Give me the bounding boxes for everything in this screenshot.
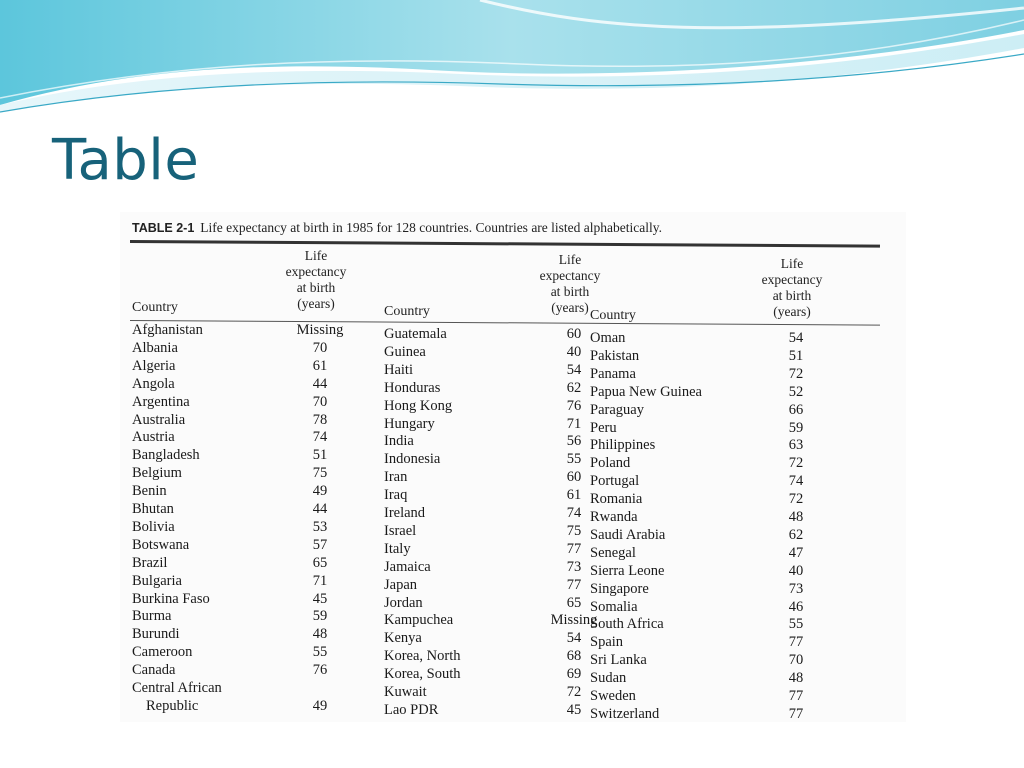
country-name: Senegal — [590, 544, 636, 561]
life-expectancy-value: 47 — [788, 544, 804, 561]
country-name: Hungary — [384, 415, 435, 432]
life-expectancy-value: 44 — [312, 501, 328, 517]
country-name: Iraq — [384, 487, 408, 504]
country-name: Canada — [132, 662, 176, 679]
country-name: Israel — [384, 522, 417, 539]
life-expectancy-value: 44 — [312, 375, 328, 392]
column-header-country: Country — [384, 304, 430, 319]
life-expectancy-value: 69 — [566, 666, 582, 683]
life-expectancy-value: 77 — [788, 688, 804, 704]
column-header-life-expectancy: Life expectancy at birth (years) — [761, 256, 823, 319]
table-top-rule — [130, 240, 880, 248]
life-expectancy-value: 70 — [788, 652, 804, 669]
life-expectancy-value: 72 — [788, 455, 804, 472]
country-name: Bolivia — [132, 518, 175, 535]
table-header-rule — [130, 320, 880, 326]
life-expectancy-value: 49 — [312, 483, 328, 500]
life-expectancy-value: 62 — [566, 379, 582, 396]
column-header-life-expectancy: Life expectancy at birth (years) — [285, 248, 347, 311]
life-expectancy-value: 71 — [312, 572, 328, 589]
life-expectancy-value: 45 — [312, 590, 328, 607]
country-name: Jamaica — [384, 558, 431, 575]
life-expectancy-value: 40 — [788, 562, 804, 579]
life-expectancy-value: 66 — [788, 401, 804, 418]
life-expectancy-value: 55 — [788, 616, 804, 633]
country-name: South Africa — [590, 616, 664, 633]
country-name: Peru — [590, 419, 617, 436]
country-name: India — [384, 433, 414, 450]
country-name: Guatemala — [384, 326, 447, 342]
country-name: Angola — [132, 375, 175, 392]
country-name: Austria — [132, 429, 175, 446]
life-expectancy-value: 55 — [312, 644, 328, 661]
country-name: Switzerland — [590, 705, 660, 722]
country-name: Romania — [590, 491, 643, 508]
country-name: Benin — [132, 483, 167, 500]
table-caption-text: Life expectancy at birth in 1985 for 128 countries. Countries are listed alphabetically. — [200, 220, 663, 235]
country-name: Kuwait — [384, 684, 427, 700]
life-expectancy-value: 48 — [312, 626, 328, 643]
life-expectancy-value: 77 — [566, 540, 582, 557]
country-name: Algeria — [132, 357, 176, 374]
country-name: Guinea — [384, 343, 426, 360]
country-name: Bangladesh — [132, 447, 200, 464]
country-name: Portugal — [590, 473, 640, 490]
life-expectancy-value: 53 — [312, 518, 328, 535]
country-name: Argentina — [132, 393, 190, 410]
country-name: Japan — [384, 576, 418, 593]
country-name: Republic — [146, 697, 199, 714]
life-expectancy-value: 40 — [566, 343, 582, 360]
country-name: Singapore — [590, 580, 649, 597]
country-name: Paraguay — [590, 401, 644, 418]
life-expectancy-value: 55 — [566, 451, 582, 468]
country-name: Hong Kong — [384, 397, 453, 414]
life-expectancy-value: 48 — [788, 670, 804, 687]
country-name: Saudi Arabia — [590, 526, 666, 543]
life-expectancy-value: 60 — [566, 469, 582, 486]
life-expectancy-value: 74 — [788, 473, 804, 490]
header-wave-decoration — [0, 0, 1024, 120]
country-name: Somalia — [590, 598, 638, 615]
life-expectancy-value: 78 — [312, 411, 328, 428]
country-name: Lao PDR — [384, 701, 439, 718]
country-name: Brazil — [132, 554, 168, 571]
life-expectancy-value: 77 — [788, 634, 804, 651]
life-expectancy-value: 56 — [566, 433, 582, 450]
life-expectancy-value: 76 — [566, 397, 582, 414]
life-expectancy-value: 68 — [566, 648, 582, 665]
country-name: Oman — [590, 330, 626, 346]
country-name: Bhutan — [132, 501, 174, 517]
country-name: Burundi — [132, 626, 180, 643]
country-name: Cameroon — [132, 644, 193, 661]
country-name: Sweden — [590, 688, 636, 704]
country-name: Burkina Faso — [132, 590, 210, 607]
country-name: Albania — [132, 339, 178, 356]
country-name: Korea, South — [384, 666, 461, 683]
country-name: Botswana — [132, 536, 190, 553]
life-expectancy-value: 65 — [566, 594, 582, 611]
life-expectancy-value: 59 — [312, 608, 328, 625]
country-name: Central African — [132, 680, 222, 696]
life-expectancy-value: Missing — [296, 322, 344, 338]
country-name: Papua New Guinea — [590, 383, 702, 400]
life-expectancy-value: 52 — [788, 383, 804, 400]
life-expectancy-value: Missing — [550, 612, 598, 629]
slide-title: Table — [52, 128, 200, 193]
country-name: Kenya — [384, 630, 422, 647]
country-name: Rwanda — [590, 509, 638, 525]
life-expectancy-value: 72 — [788, 491, 804, 508]
column-header-country: Country — [590, 308, 636, 323]
table-caption — [132, 220, 662, 236]
life-expectancy-value: 71 — [566, 415, 582, 432]
table-caption-label: TABLE 2-1 — [132, 221, 195, 235]
country-name: Honduras — [384, 379, 441, 396]
life-expectancy-value: 77 — [788, 705, 804, 722]
life-expectancy-value: 75 — [312, 465, 328, 482]
country-name: Australia — [132, 411, 186, 428]
life-expectancy-value: 74 — [312, 429, 328, 446]
country-name: Sri Lanka — [590, 652, 647, 669]
life-expectancy-value: 74 — [566, 505, 582, 521]
country-name: Pakistan — [590, 347, 640, 364]
country-name: Philippines — [590, 437, 656, 454]
life-expectancy-value: 65 — [312, 554, 328, 571]
country-name: Sierra Leone — [590, 562, 665, 579]
column-header-country: Country — [132, 300, 178, 315]
life-expectancy-value: 72 — [566, 684, 582, 700]
life-expectancy-value: 75 — [566, 522, 582, 539]
life-expectancy-value: 54 — [566, 361, 582, 378]
life-expectancy-value: 73 — [566, 558, 582, 575]
country-name: Iran — [384, 469, 408, 486]
life-expectancy-value: 51 — [788, 347, 804, 364]
country-name: Haiti — [384, 361, 413, 378]
life-expectancy-value: 77 — [566, 576, 582, 593]
life-expectancy-value: 61 — [566, 487, 582, 504]
life-expectancy-value: 70 — [312, 393, 328, 410]
life-expectancy-value: 49 — [312, 697, 328, 714]
life-expectancy-value: 46 — [788, 598, 804, 615]
life-expectancy-value: 61 — [312, 357, 328, 374]
life-expectancy-value: 76 — [312, 662, 328, 679]
country-name: Ireland — [384, 505, 426, 521]
country-name: Burma — [132, 608, 172, 625]
life-expectancy-value: 72 — [788, 365, 804, 382]
country-name: Bulgaria — [132, 572, 182, 589]
country-name: Indonesia — [384, 451, 441, 468]
column-header-life-expectancy: Life expectancy at birth (years) — [539, 252, 601, 315]
country-name: Italy — [384, 540, 411, 557]
life-expectancy-value: 60 — [566, 326, 582, 342]
life-expectancy-value: 54 — [788, 330, 804, 346]
country-name: Kampuchea — [384, 612, 454, 629]
country-name: Korea, North — [384, 648, 461, 665]
country-name: Panama — [590, 365, 636, 382]
life-expectancy-value: 45 — [566, 701, 582, 718]
country-name: Poland — [590, 455, 631, 472]
country-name: Belgium — [132, 465, 182, 482]
life-expectancy-value: 70 — [312, 339, 328, 356]
life-expectancy-value: 54 — [566, 630, 582, 647]
country-name: Sudan — [590, 670, 627, 687]
life-expectancy-value: 73 — [788, 580, 804, 597]
life-expectancy-value: 63 — [788, 437, 804, 454]
life-expectancy-value: 48 — [788, 509, 804, 525]
country-name: Jordan — [384, 594, 423, 611]
life-expectancy-value: 51 — [312, 447, 328, 464]
country-name: Spain — [590, 634, 624, 651]
scanned-table — [120, 212, 906, 722]
life-expectancy-value: 57 — [312, 536, 328, 553]
life-expectancy-value: 59 — [788, 419, 804, 436]
life-expectancy-value: 62 — [788, 526, 804, 543]
country-name: Afghanistan — [132, 322, 203, 338]
